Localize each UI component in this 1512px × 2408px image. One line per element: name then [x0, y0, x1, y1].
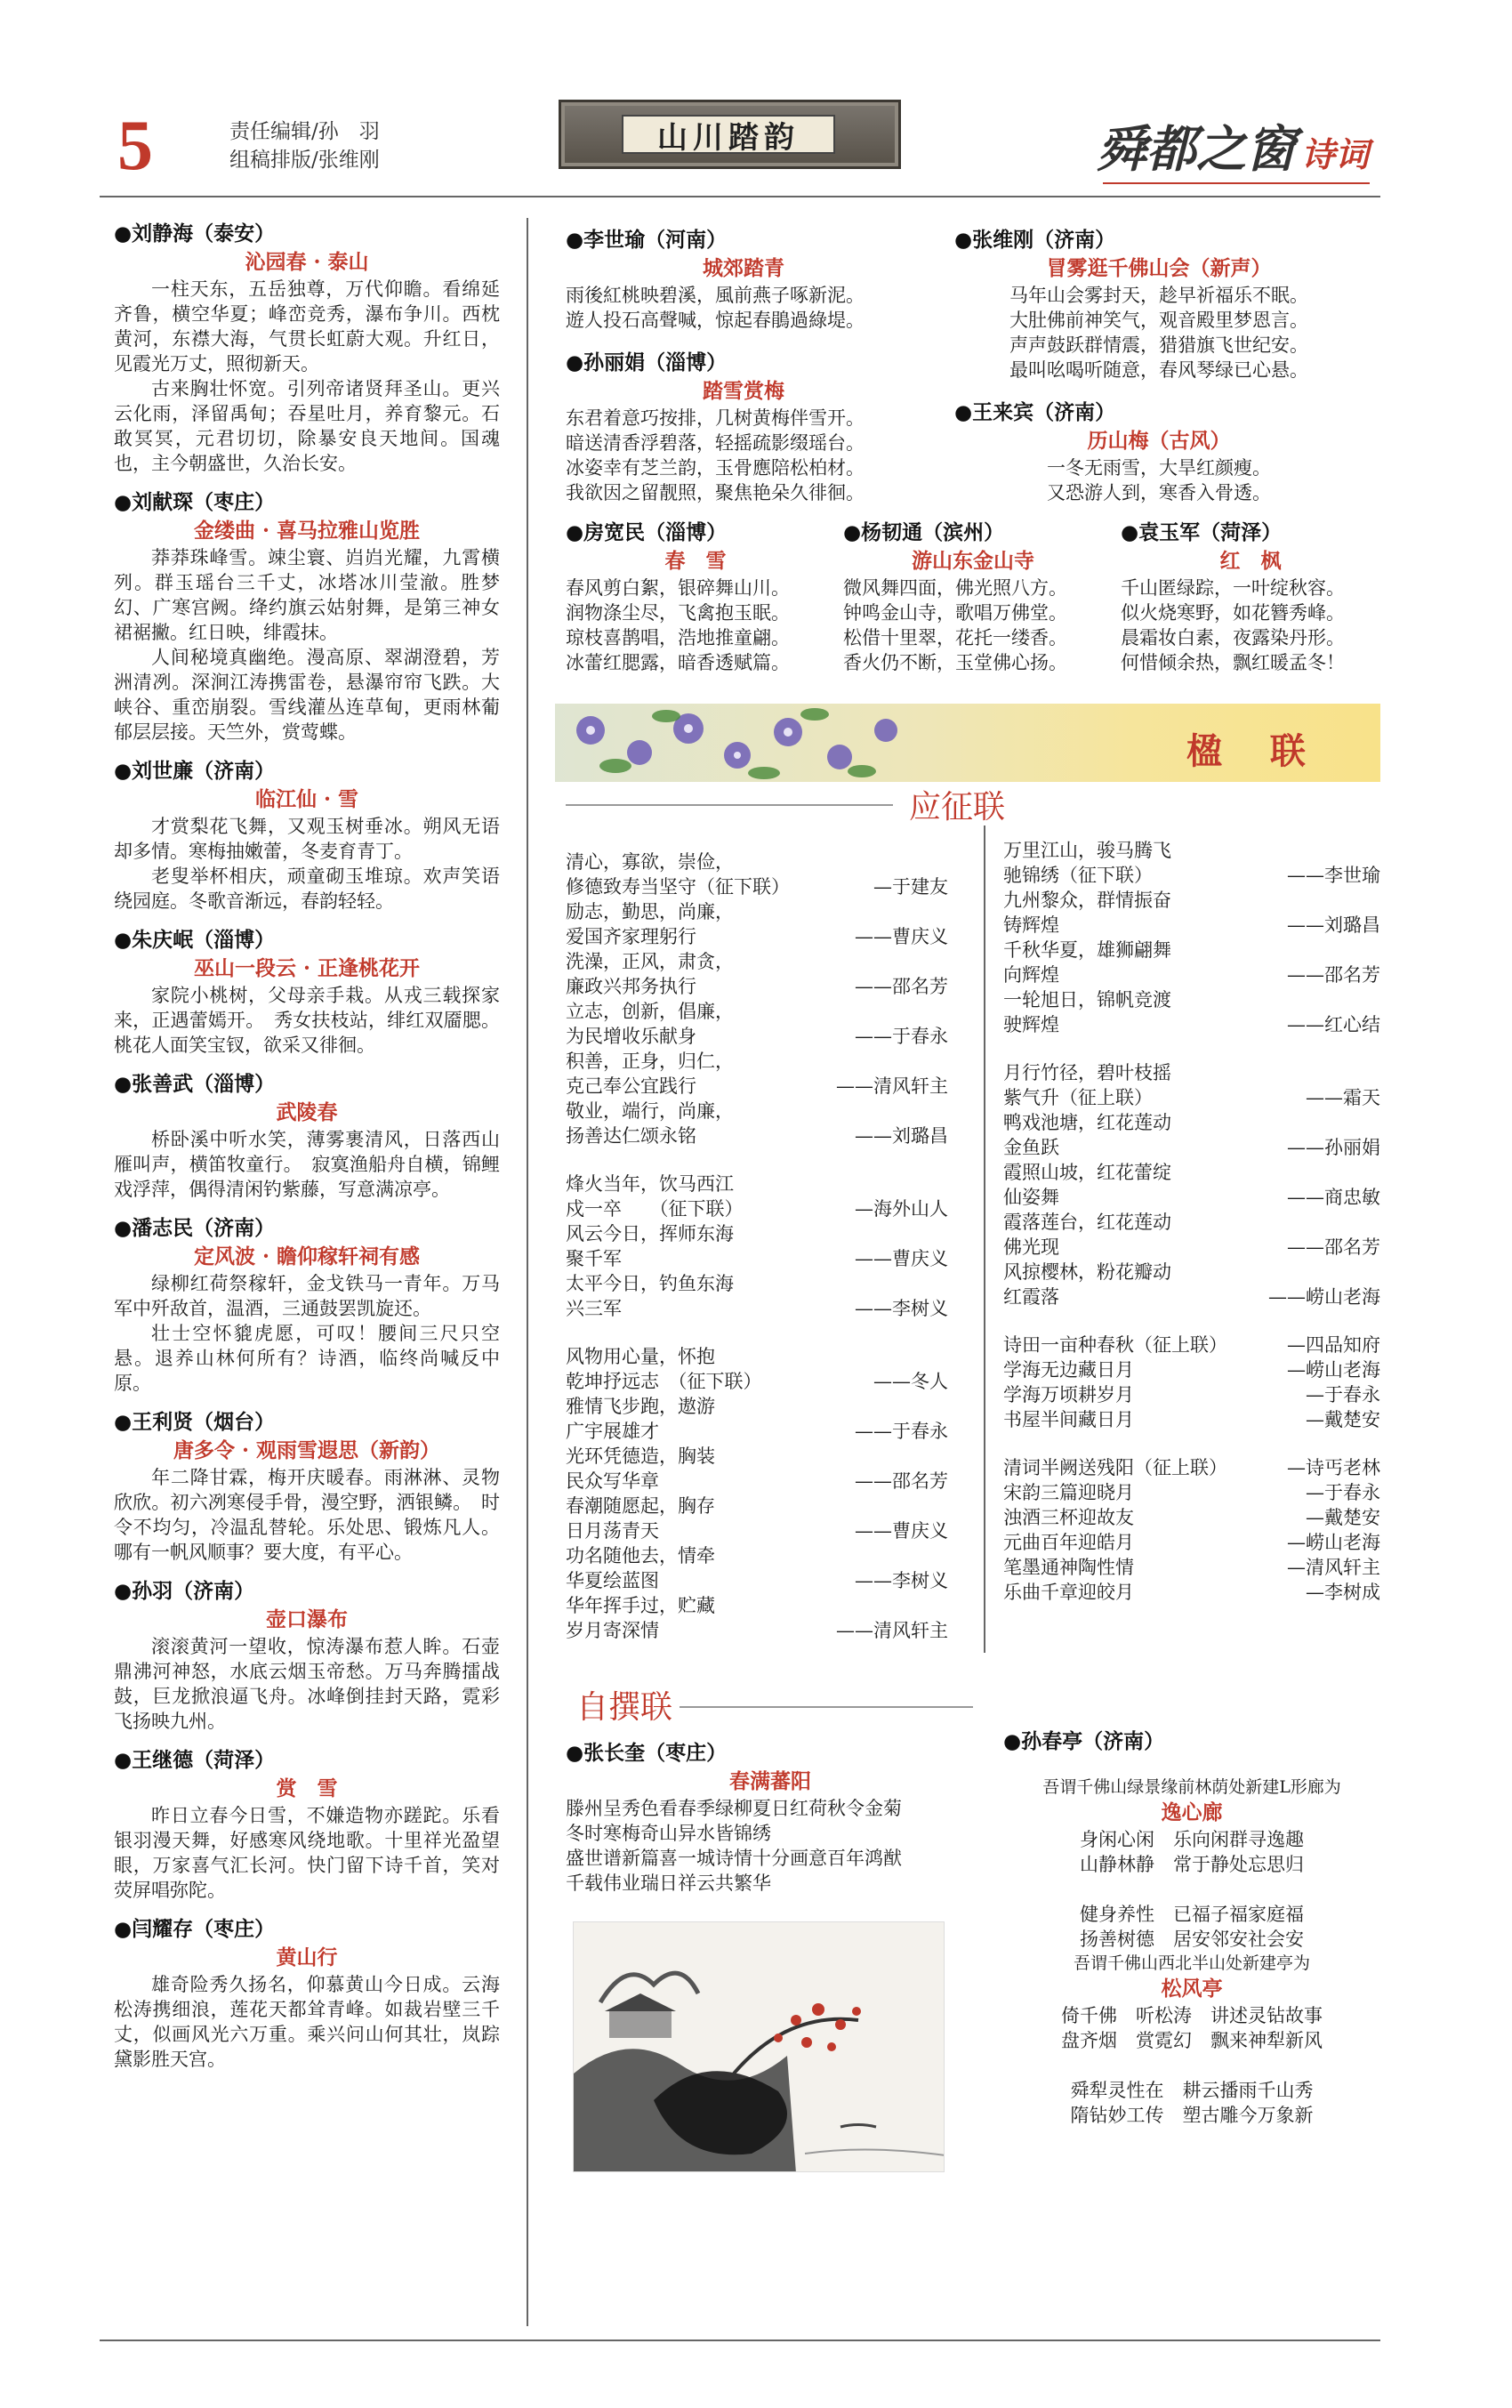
couplet-row	[566, 1543, 948, 1568]
couplet-text: 风云今日，挥师东海	[566, 1223, 734, 1244]
logo-underline	[1103, 182, 1370, 184]
self-couplet	[566, 1739, 975, 1896]
couplet-row	[566, 1221, 948, 1246]
couplet-group	[1003, 838, 1380, 1037]
footer-rule	[100, 2340, 1380, 2341]
couplet-text: 仙姿舞	[1003, 1187, 1059, 1208]
couplet-author: —戴楚安	[1306, 1507, 1380, 1528]
couplet-author: ——李世瑜	[1287, 865, 1380, 886]
couplet-text: 紫气升（征上联）	[1003, 1087, 1153, 1108]
couplet-row	[566, 850, 948, 874]
couplet-author: —于春永	[1306, 1384, 1380, 1405]
poem-line: 微风舞四面，佛光照八方。	[843, 577, 1067, 599]
poem-line: 遊人投石高聲喊，惊起春鵑過綠堤。	[566, 310, 865, 331]
poem-title: 城郊踏青	[703, 256, 784, 280]
sun-line: 身闲心闲 乐向闲群寻逸趣	[1080, 1829, 1304, 1850]
poem-title: 冒雾逛千佛山会（新声）	[1046, 256, 1272, 280]
poem-block	[1121, 519, 1380, 675]
couplet-author: ——刘璐昌	[855, 1125, 948, 1147]
sun-line: 盘齐烟 赏霓幻 飘来神犁新风	[1061, 2030, 1323, 2051]
couplet-row	[1003, 1357, 1380, 1382]
poem-title: 唐多令 · 观雨雪遐思（新韵）	[173, 1438, 441, 1462]
couplet-row	[566, 1296, 948, 1321]
couplet-author: ——邵名芳	[855, 976, 948, 997]
layout-line: 组稿排版/张维刚	[229, 149, 380, 172]
couplet-author: ——霜天	[1306, 1087, 1380, 1108]
self-line: 滕州呈秀色看春季绿柳夏日红荷秋令金菊	[566, 1798, 902, 1819]
couplet-row	[1003, 1407, 1380, 1432]
couplet-author: ——冬人	[873, 1371, 948, 1392]
poem-block	[114, 1070, 500, 1202]
couplet-author: ——红心结	[1287, 1014, 1380, 1035]
logo-text: 舜都之窗	[1097, 120, 1296, 179]
couplet-banner-title: 楹 联	[1186, 730, 1323, 772]
couplet-text: 一轮旭日，锦帆竞渡	[1003, 989, 1171, 1011]
poem-title: 金缕曲 · 喜马拉雅山览胜	[193, 519, 421, 543]
couplet-text: 扬善达仁颂永铭	[566, 1125, 696, 1147]
couplet-author: —于春永	[1306, 1482, 1380, 1503]
poem-author: ●朱庆岷（淄博）	[114, 928, 276, 952]
poem-line: 最叫吆喝听随意，春风琴绿已心悬。	[1009, 359, 1308, 381]
poem-author: ●刘献琛（枣庄）	[114, 490, 276, 514]
couplet-author: ——邵名芳	[1287, 964, 1380, 986]
couplet-text: 霞落莲台，红花莲动	[1003, 1212, 1171, 1233]
poem-line: 润物涤尘尽，飞禽抱玉眠。	[566, 602, 790, 624]
couplet-row	[1003, 863, 1380, 888]
sun-author: ●孙春亭（济南）	[1003, 1729, 1165, 1753]
couplet-group	[566, 850, 948, 1148]
couplet-text: 月行竹径，碧叶枝摇	[1003, 1062, 1171, 1083]
poem-block	[566, 349, 921, 505]
poem-title: 红 枫	[1219, 549, 1282, 573]
poem-block	[114, 220, 500, 476]
couplet-author: ——孙丽娟	[1287, 1137, 1380, 1158]
couplet-author: ——曹庆义	[855, 926, 948, 947]
couplet-text: 为民增收乐献身	[566, 1026, 696, 1047]
section-title-box	[622, 115, 835, 154]
poem-line: 东君着意巧按排，几树黄梅伴雪开。	[566, 407, 865, 429]
couplet-row	[1003, 1580, 1380, 1605]
couplet-row	[566, 1344, 948, 1369]
couplet-text: 宋韵三篇迎晓月	[1003, 1482, 1134, 1503]
poem-line: 钟鸣金山寺，歌唱万佛堂。	[843, 602, 1067, 624]
couplet-row	[566, 1419, 948, 1444]
couplet-row	[1003, 1555, 1380, 1580]
poem-line: 冰姿幸有芝兰韵，玉骨應陪松柏材。	[566, 457, 865, 479]
couplet-row	[566, 1024, 948, 1049]
couplet-text: 聚千军	[566, 1248, 622, 1269]
couplet-text: 太平今日，钓鱼东海	[566, 1273, 734, 1294]
couplet-row	[566, 1593, 948, 1618]
couplet-author: —戴楚安	[1306, 1409, 1380, 1430]
couplet-text: 学海万顷耕岁月	[1003, 1384, 1134, 1405]
poem-block	[114, 488, 500, 745]
sun-line: 健身养性 已福子福家庭福	[1080, 1904, 1304, 1925]
couplet-text: 鸭戏池塘，红花莲动	[1003, 1112, 1171, 1133]
poem-text: 老叟举杯相庆，顽童砌玉堆琼。欢声笑语绕园庭。冬歌音渐远，春韵轻轻。	[114, 866, 500, 912]
header-rule	[100, 196, 1380, 197]
poem-title: 临江仙 · 雪	[254, 787, 359, 811]
couplet-row	[1003, 913, 1380, 938]
couplet-text: 廉政兴邦务执行	[566, 976, 696, 997]
couplet-text: 华夏绘蓝图	[566, 1570, 659, 1591]
couplet-text: 书屋半间藏日月	[1003, 1409, 1134, 1430]
couplet-text: 华年挥手过，贮藏	[566, 1595, 715, 1616]
poem-title: 历山梅（古风）	[1087, 429, 1231, 453]
couplet-author: ——邵名芳	[1287, 1236, 1380, 1258]
poem-author: ●袁玉军（菏泽）	[1121, 520, 1283, 544]
couplet-text: 金鱼跃	[1003, 1137, 1059, 1158]
couplet-author: —清风轩主	[1287, 1557, 1380, 1578]
couplet-row	[1003, 1285, 1380, 1309]
section-title: 山川踏韵	[657, 119, 800, 156]
couplet-row	[566, 1618, 948, 1643]
couplet-text: 清词半阙送残阳（征上联）	[1003, 1457, 1227, 1478]
couplet-text: 广宇展雄才	[566, 1421, 659, 1442]
couplet-author: —海外山人	[855, 1198, 948, 1220]
poem-line: 暗送清香浮碧落，轻摇疏影缀瑶台。	[566, 432, 865, 454]
self-title: 春满蕃阳	[729, 1769, 811, 1793]
poem-title: 定风波 · 瞻仰稼轩祠有感	[193, 1244, 421, 1268]
couplet-row	[1003, 962, 1380, 987]
poem-author: ●刘静海（泰安）	[114, 221, 276, 246]
column-3	[954, 226, 1363, 521]
couplet-row	[566, 1494, 948, 1518]
couplet-author: ——清风轩主	[836, 1075, 948, 1097]
couplet-text: 民众写华章	[566, 1470, 659, 1492]
morning-glory-icon	[555, 704, 929, 782]
couplet-author: —四品知府	[1287, 1334, 1380, 1356]
poem-author: ●潘志民（济南）	[114, 1216, 276, 1240]
couplet-text: 风掠樱林，粉花瓣动	[1003, 1261, 1171, 1283]
poem-line: 雨後紅桃映碧溪，風前燕子啄新泥。	[566, 285, 865, 306]
couplet-text: 笔墨通神陶性情	[1003, 1557, 1134, 1578]
couplet-author: —李树成	[1306, 1582, 1380, 1603]
sun-line	[1003, 1877, 1380, 1902]
couplet-text: 烽火当年，饮马西江	[566, 1173, 734, 1195]
poem-block	[114, 1915, 500, 2072]
poem-block	[114, 1577, 500, 1734]
couplet-row	[1003, 1210, 1380, 1235]
couplet-row	[566, 1049, 948, 1074]
couplet-text: 功名随他去，情牵	[566, 1545, 715, 1566]
poem-block	[114, 926, 500, 1058]
sun-couplets	[1003, 1727, 1380, 2128]
poem-block	[114, 1746, 500, 1903]
sun-line	[1003, 2053, 1380, 2078]
couplet-row	[1003, 987, 1380, 1012]
couplet-group	[1003, 1333, 1380, 1432]
poem-block	[566, 519, 825, 675]
poem-title: 巫山一段云 · 正逢桃花开	[193, 956, 421, 980]
solicit-heading: 应征联	[909, 789, 1006, 825]
couplet-text: 驶辉煌	[1003, 1014, 1059, 1035]
couplet-text: 日月荡青天	[566, 1520, 659, 1542]
poem-text: 古来胸壮怀宽。引列帝诸贤拜圣山。更兴云化雨，泽留禹甸；吞星吐月，养育黎元。石敢冥冥，元君切切，除暴安良天地间。国魂也，主今朝盛世，久治长安。	[114, 378, 500, 474]
poem-text: 昨日立春今日雪，不嫌造物亦蹉跎。乐看银羽漫天舞，好感寒风绕地歌。十里祥光盈望眼，万家喜气汇长河。快门留下诗千首，笑对荧屏唱弥陀。	[114, 1805, 500, 1901]
poem-title: 沁园春 · 泰山	[245, 250, 369, 274]
poem-title: 踏雪赏梅	[703, 379, 784, 403]
couplet-row	[1003, 1455, 1380, 1480]
couplet-row	[1003, 1333, 1380, 1357]
couplet-row	[566, 1444, 948, 1469]
poem-text: 滚滚黄河一望收，惊涛瀑布惹人眸。石壶鼎沸河神怒，水底云烟玉帝愁。万马奔腾擂战鼓，巨龙掀浪逼飞舟。冰峰倒挂封天路，霓彩飞扬映九州。	[114, 1636, 500, 1732]
couplet-row	[566, 949, 948, 974]
editor-line: 责任编辑/孙 羽	[229, 120, 380, 143]
couplets-right	[1003, 838, 1380, 1628]
poem-block	[954, 399, 1363, 505]
poem-line: 香火仍不断，玉堂佛心扬。	[843, 652, 1067, 673]
poem-text: 壮士空怀貔虎愿，可叹！腰间三尺只空悬。退养山林何所有？诗酒，临终尚喊反中原。	[114, 1323, 500, 1394]
couplet-row	[566, 1123, 948, 1148]
couplet-row	[1003, 1135, 1380, 1160]
couplet-group	[1003, 1060, 1380, 1309]
poem-text: 桥卧溪中听水笑，薄雾裹清风，日落西山雁叫声，横笛牧童行。 寂寞渔船舟自横，锦鲤戏浮萍，偶得清闲钓紫藤，写意满凉亭。	[114, 1129, 500, 1200]
couplet-text: 浊酒三杯迎故友	[1003, 1507, 1134, 1528]
couplet-text: 敬业，端行，尚廉，	[566, 1100, 734, 1122]
sun-line: 山静林静 常于静处忘思归	[1080, 1854, 1304, 1875]
poem-line: 大肚佛前神笑气，观音殿里梦恩言。	[1009, 310, 1308, 331]
poem-author: ●李世瑜（河南）	[566, 228, 728, 252]
couplet-text: 佛光现	[1003, 1236, 1059, 1258]
couplet-author: ——邵名芳	[855, 1470, 948, 1492]
couplet-text: 兴三军	[566, 1298, 622, 1319]
poem-text: 年二降甘霖，梅开庆暖春。雨淋淋、灵物欣欣。初六冽寒侵手骨，漫空野，洒银鳞。 时令不均匀，冷温乱替轮。乐处思、锻炼凡人。哪有一帆风顺事？要大度，有平心。	[114, 1467, 500, 1563]
poem-author: ●张维刚（济南）	[954, 228, 1116, 252]
couplet-author: ——商忠敏	[1287, 1187, 1380, 1208]
poem-author: ●孙丽娟（淄博）	[566, 350, 728, 374]
couplet-text: 励志，勤思，尚廉，	[566, 901, 734, 922]
couplet-text: 九州黎众，群情振奋	[1003, 890, 1171, 911]
sun-title-2: 松风亭	[1161, 1977, 1223, 2001]
couplet-row	[566, 1568, 948, 1593]
couplet-banner	[555, 704, 1380, 782]
couplet-text: 克己奉公宜践行	[566, 1075, 696, 1097]
couplet-text: 春潮随愿起，胸存	[566, 1495, 715, 1517]
couplet-text: 学海无边藏日月	[1003, 1359, 1134, 1381]
couplet-author: ——清风轩主	[836, 1620, 948, 1641]
couplet-text: 万里江山，骏马腾飞	[1003, 840, 1171, 861]
couplet-row	[566, 899, 948, 924]
solicit-rule-left	[566, 804, 893, 806]
couplet-text: 修德致寿当坚守（征下联）	[566, 876, 790, 898]
couplet-row	[1003, 1505, 1380, 1530]
poem-title: 游山东金山寺	[912, 549, 1034, 573]
poem-author: ●张善武（淄博）	[114, 1072, 276, 1096]
couplet-text: 戍一卒 （征下联）	[566, 1198, 744, 1220]
poem-block	[954, 226, 1363, 383]
couplet-row	[566, 924, 948, 949]
poem-block	[114, 1408, 500, 1565]
couplet-row	[566, 1518, 948, 1543]
couplet-text: 光环凭德造，胸装	[566, 1446, 715, 1467]
column-divider	[527, 218, 528, 2326]
poem-line: 声声鼓跃群情震，猎猎旗飞世纪安。	[1009, 334, 1308, 356]
couplet-row	[1003, 938, 1380, 962]
couplet-text: 铸辉煌	[1003, 914, 1059, 936]
couplet-author: —诗丐老林	[1287, 1457, 1380, 1478]
couplet-author: —崂山老海	[1287, 1359, 1380, 1381]
couplet-text: 雅情飞步跑，遨游	[566, 1396, 715, 1417]
sun-line: 隋钻妙工传 塑古雕今万象新	[1070, 2105, 1314, 2126]
couplet-author: ——曹庆义	[855, 1520, 948, 1542]
self-heading: 自撰联	[576, 1689, 673, 1726]
couplet-text: 千秋华夏，雄狮翩舞	[1003, 939, 1171, 961]
couplet-row	[566, 1394, 948, 1419]
couplet-row	[566, 1246, 948, 1271]
couplet-row	[566, 1196, 948, 1221]
row-three-poems	[566, 519, 1380, 675]
couplet-text: 爱国齐家理躬行	[566, 926, 696, 947]
poem-block	[566, 226, 921, 333]
poem-text: 家院小桃树，父母亲手栽。从戎三载探家来，正遇蕾嫣开。 秀女扶枝站，绯红双靥腮。桃花人面笑宝钗，欲采又徘徊。	[114, 985, 500, 1056]
self-line: 盛世谱新篇喜一城诗情十分画意百年鸿猷	[566, 1848, 902, 1869]
poem-title: 壶口瀑布	[266, 1607, 348, 1631]
couplet-author: ——于春永	[855, 1026, 948, 1047]
self-author: ●张长奎（枣庄）	[566, 1741, 728, 1765]
couplet-row	[1003, 888, 1380, 913]
poem-line: 春风剪白絮，银碎舞山川。	[566, 577, 790, 599]
couplet-text: 清心，寡欲，崇俭，	[566, 851, 734, 873]
couplet-divider	[984, 825, 985, 1653]
poem-line: 何惜倾余热，飘红暖孟冬！	[1121, 652, 1345, 673]
section-banner	[559, 100, 901, 169]
poem-line: 一冬无雨雪，大旱红颜瘦。	[1047, 457, 1271, 479]
column-1	[114, 220, 500, 2084]
couplet-row	[1003, 1260, 1380, 1285]
poem-text: 人间秘境真幽绝。漫高原、翠湖澄碧，芳洲清冽。深涧江涛携雷卷，悬瀑帘帘飞跌。大峡谷、重峦崩裂。雪线灌丛连草甸，更雨林葡郁层层接。天竺外，赏莺蝶。	[114, 647, 500, 743]
poem-author: ●孙羽（济南）	[114, 1579, 255, 1603]
couplet-row	[566, 1074, 948, 1099]
sun-line: 扬善树德 居安邻安社会安	[1080, 1929, 1304, 1950]
couplet-row	[1003, 1085, 1380, 1110]
couplet-row	[566, 1369, 948, 1394]
page-number: 5	[117, 107, 153, 185]
poem-block	[114, 1214, 500, 1396]
poem-block	[114, 757, 500, 914]
couplet-group	[566, 1172, 948, 1321]
poem-author: ●杨韧通（滨州）	[843, 520, 1005, 544]
couplet-author: ——曹庆义	[855, 1248, 948, 1269]
poem-author: ●王来宾（济南）	[954, 400, 1116, 424]
poem-author: ●刘世廉（济南）	[114, 759, 276, 783]
poem-line: 松借十里翠，花托一缕香。	[843, 627, 1067, 648]
sun-title-1: 逸心廊	[1161, 1800, 1223, 1824]
couplet-group	[566, 1344, 948, 1643]
poem-text: 莽莽珠峰雪。竦尘寰、岿岿光耀，九霄横列。群玉瑶台三千丈，冰塔冰川莹澈。胜梦幻、广寒宫阙。绛约旗云姑射舞，是第三神女裙裾撇。红日映，绯霞抹。	[114, 547, 500, 643]
poem-title: 春 雪	[664, 549, 727, 573]
couplet-row	[1003, 1530, 1380, 1555]
couplet-text: 积善，正身，归仁，	[566, 1051, 734, 1072]
couplet-author: ——崂山老海	[1268, 1286, 1380, 1308]
couplet-text: 洗澡，正风，肃贪，	[566, 951, 734, 972]
ink-painting	[573, 1921, 945, 2172]
self-line: 千载伟业瑞日祥云共繁华	[566, 1872, 771, 1894]
poem-title: 武陵春	[276, 1100, 338, 1124]
couplet-author: —崂山老海	[1287, 1532, 1380, 1553]
couplet-text: 诗田一亩种春秋（征上联）	[1003, 1334, 1227, 1356]
couplet-text: 岁月寄深情	[566, 1620, 659, 1641]
poem-text: 绿柳红荷祭稼轩，金戈铁马一青年。万马军中歼敌首，温酒，三通鼓罢凯旋还。	[114, 1273, 500, 1319]
poem-line: 千山匿绿踪，一叶绽秋容。	[1121, 577, 1345, 599]
couplet-text: 红霞落	[1003, 1286, 1059, 1308]
couplet-author: ——李树义	[855, 1298, 948, 1319]
landscape-painting-icon	[574, 1922, 945, 2172]
poem-line: 又恐游人到，寒香入骨透。	[1047, 482, 1271, 503]
couplet-row	[566, 874, 948, 899]
sun-line: 舜犁灵性在 耕云播雨千山秀	[1070, 2080, 1314, 2101]
sun-line: 倚千佛 听松涛 讲述灵钻故事	[1061, 2005, 1323, 2026]
poem-line: 似火烧寒野，如花簪秀峰。	[1121, 602, 1345, 624]
couplet-row	[566, 1271, 948, 1296]
couplet-text: 驰锦绣（征下联）	[1003, 865, 1153, 886]
sun-note-1: 吾谓千佛山绿景缘前林荫处新建L形廊为	[1042, 1777, 1341, 1797]
couplet-row	[1003, 1480, 1380, 1505]
poem-text: 才赏梨花飞舞，又观玉树垂冰。朔风无语却多情。寒梅抽嫩蕾，冬麦育青丁。	[114, 816, 500, 862]
couplet-row	[1003, 838, 1380, 863]
couplet-row	[1003, 1060, 1380, 1085]
couplet-row	[1003, 1235, 1380, 1260]
couplet-text: 霞照山坡，红花蕾绽	[1003, 1162, 1171, 1183]
column-2	[566, 226, 921, 521]
poem-text: 雄奇险秀久扬名，仰慕黄山今日成。云海松涛携细浪，莲花天都耸青峰。如裁岩壁三千丈，似画风光六万重。乘兴问山何其壮，岚踪黛影胜天宫。	[114, 1974, 500, 2070]
couplet-row	[566, 1469, 948, 1494]
couplet-row	[566, 974, 948, 999]
couplets-left	[566, 850, 948, 1666]
couplet-text: 向辉煌	[1003, 964, 1059, 986]
couplet-row	[566, 1172, 948, 1196]
poem-title: 赏 雪	[276, 1776, 338, 1800]
couplet-text: 乐曲千章迎皎月	[1003, 1582, 1134, 1603]
self-line: 冬时寒梅奇山异水皆锦绣	[566, 1823, 771, 1844]
couplet-author: —于建友	[873, 876, 948, 898]
poem-line: 我欲因之留靓照，聚焦艳朵久徘徊。	[566, 482, 865, 503]
masthead-logo	[1097, 110, 1369, 181]
poem-line: 琼枝喜鹊唱，浩地推童翩。	[566, 627, 790, 648]
couplet-row	[1003, 1160, 1380, 1185]
couplet-text: 元曲百年迎皓月	[1003, 1532, 1134, 1553]
poem-author: ●王继德（菏泽）	[114, 1748, 276, 1772]
couplet-author: ——于春永	[855, 1421, 948, 1442]
poem-author: ●闫耀存（枣庄）	[114, 1917, 276, 1941]
couplet-author: ——李树义	[855, 1570, 948, 1591]
logo-sub: 诗词	[1301, 134, 1370, 174]
poem-author: ●王利贤（烟台）	[114, 1410, 276, 1434]
sun-note-2: 吾谓千佛山西北半山处新建亭为	[1073, 1953, 1310, 1973]
couplet-author: ——刘璐昌	[1287, 914, 1380, 936]
couplet-row	[1003, 1382, 1380, 1407]
self-rule	[680, 1706, 973, 1708]
editor-credits	[229, 117, 380, 174]
couplet-text: 乾坤抒远志 （征下联）	[566, 1371, 762, 1392]
poem-author: ●房宽民（淄博）	[566, 520, 728, 544]
couplet-row	[1003, 1110, 1380, 1135]
couplet-group	[1003, 1455, 1380, 1605]
couplet-row	[566, 1099, 948, 1123]
couplet-text: 风物用心量，怀抱	[566, 1346, 715, 1367]
couplet-row	[1003, 1185, 1380, 1210]
poem-line: 马年山会雾封天，趁早祈福乐不眠。	[1009, 285, 1308, 306]
poem-text: 一柱天东，五岳独尊，万代仰瞻。看绵延齐鲁，横空华夏；峰峦竞秀，瀑布争川。西枕黄河，东襟大海，气贯长虹蔚大观。升红日，见霞光万丈，照彻新天。	[114, 278, 500, 374]
poem-title: 黄山行	[276, 1945, 338, 1969]
poem-line: 冰蕾红腮露，暗香透赋篇。	[566, 652, 790, 673]
couplet-row	[566, 999, 948, 1024]
couplet-text: 立志，创新，倡廉，	[566, 1001, 734, 1022]
couplet-row	[1003, 1012, 1380, 1037]
poem-block	[843, 519, 1103, 675]
poem-line: 晨霜妆白素，夜露染丹形。	[1121, 627, 1345, 648]
